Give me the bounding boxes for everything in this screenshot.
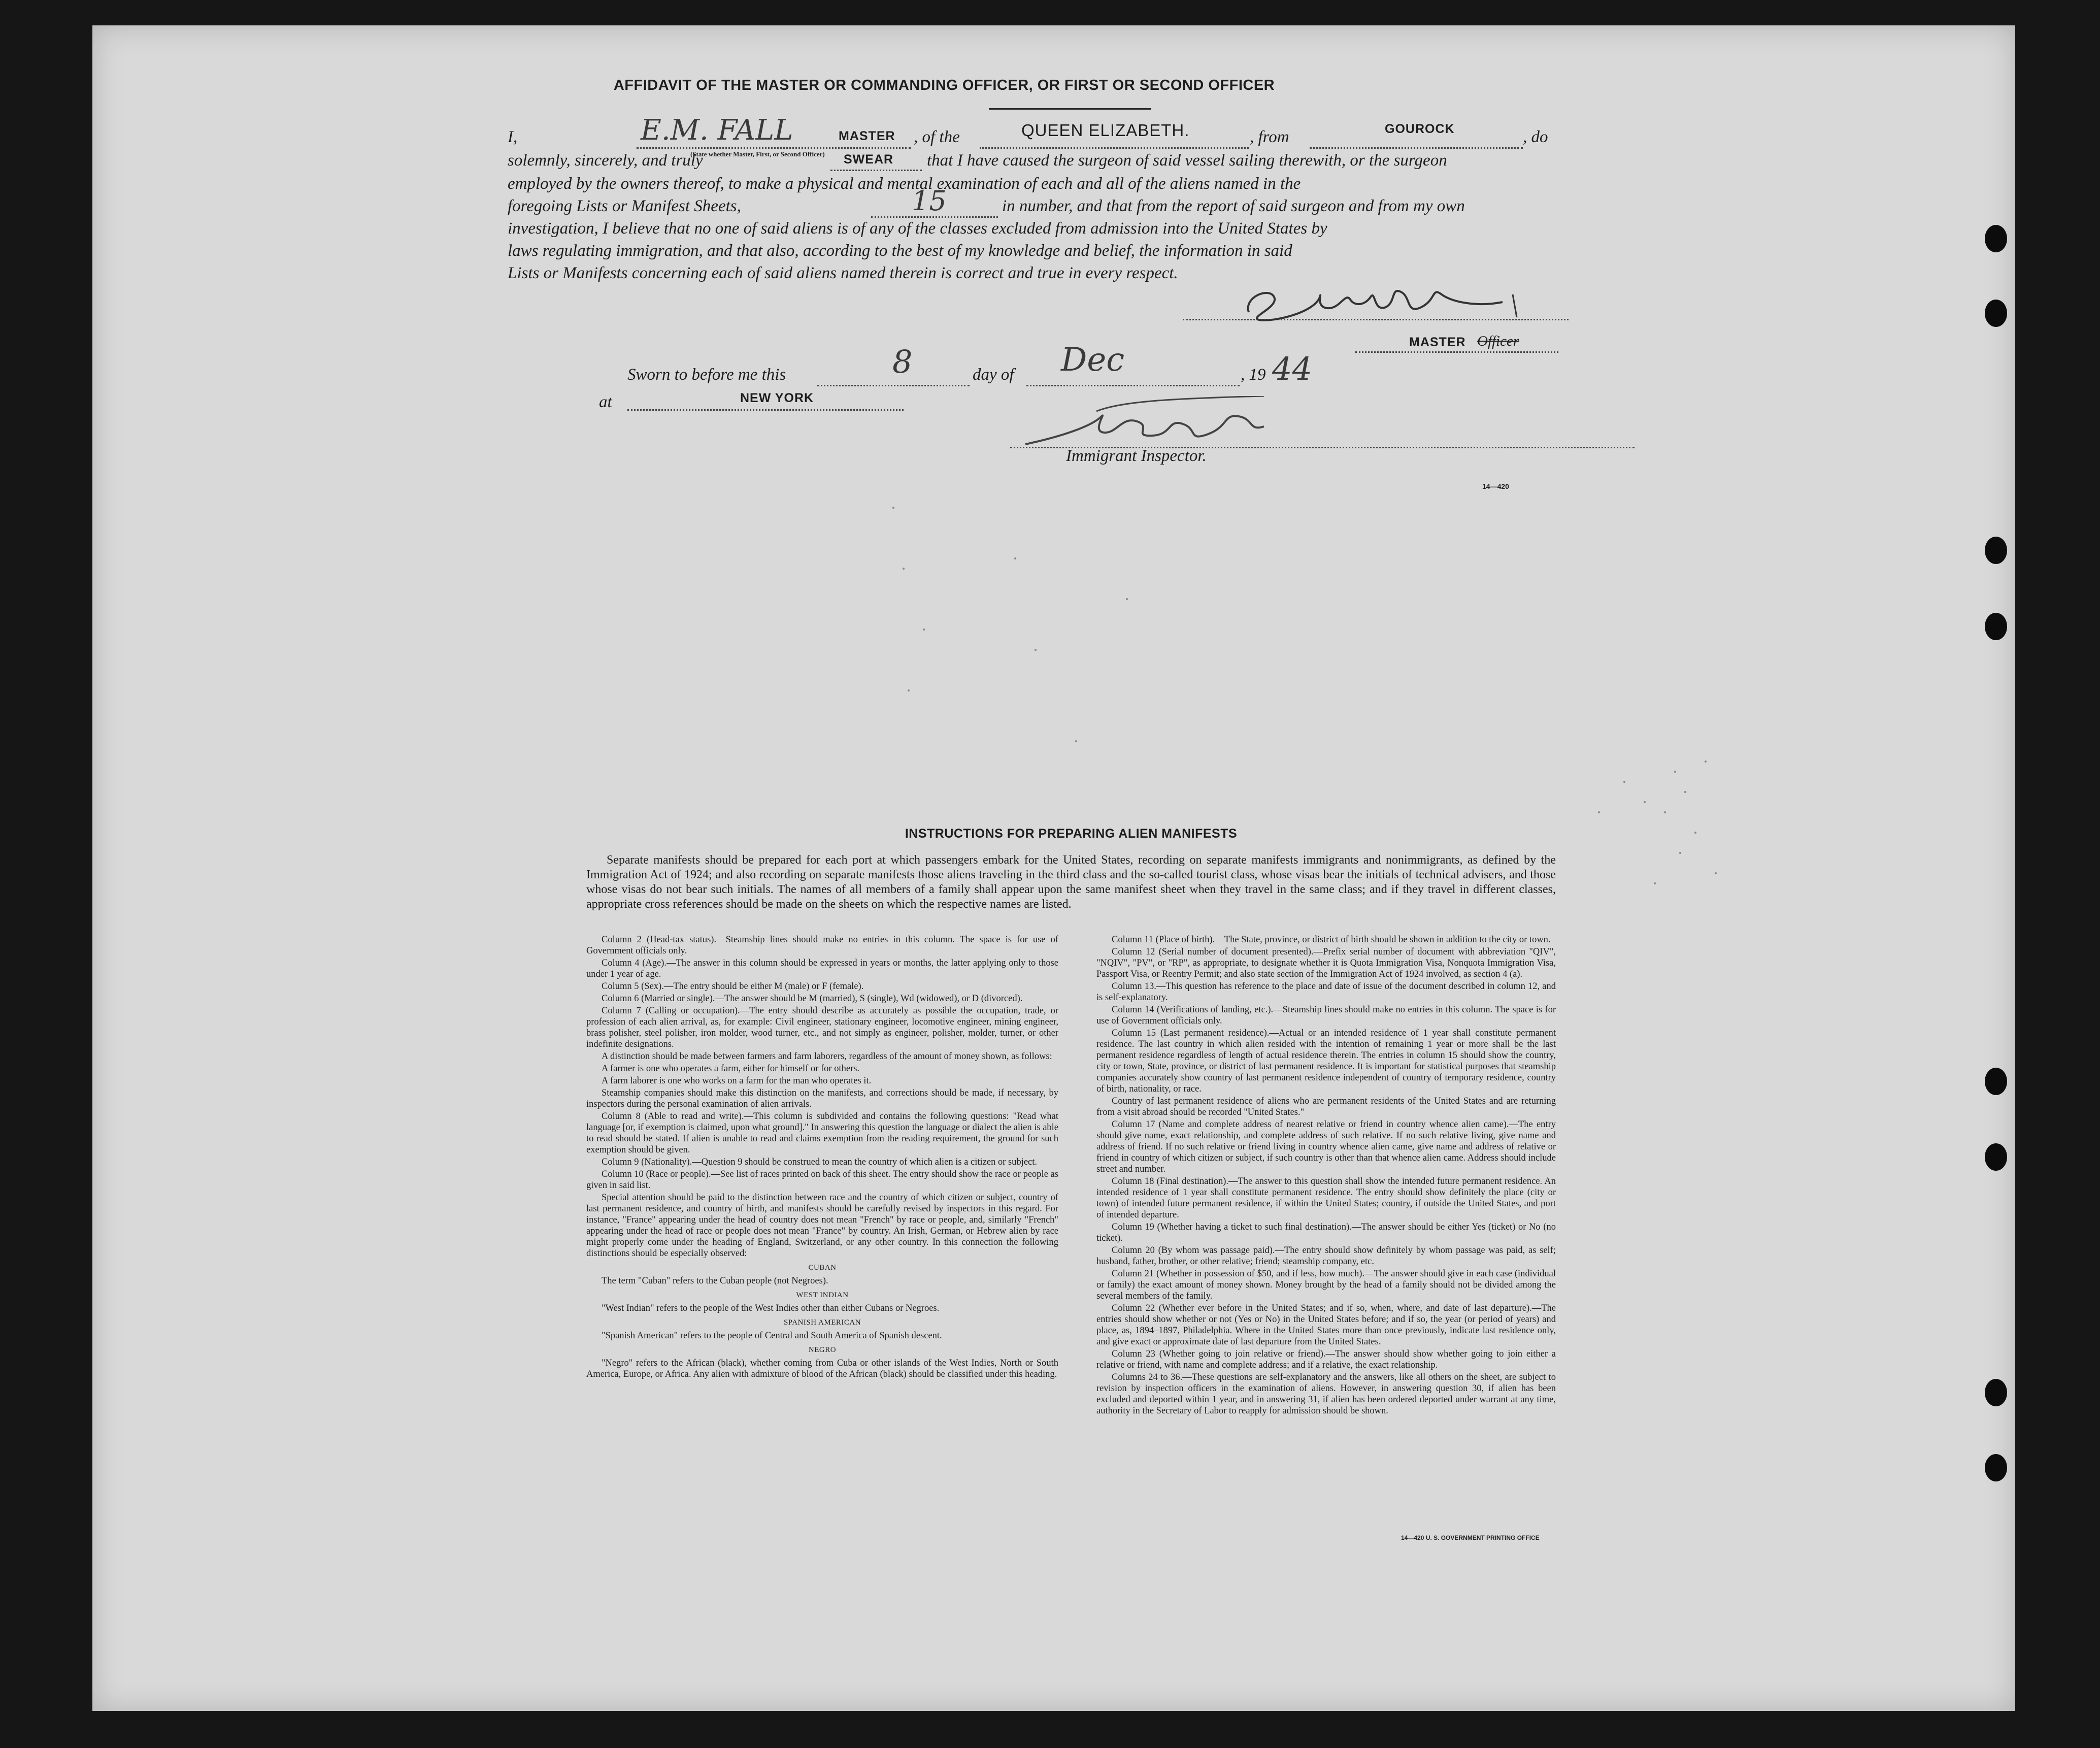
rank-typed: MASTER bbox=[839, 129, 895, 143]
instruction-paragraph: Column 4 (Age).—The answer in this column should be expressed in years or months, the latter applying only to those under 1 year of age. bbox=[586, 958, 1058, 979]
instruction-paragraph: Column 5 (Sex).—The entry should be either M (male) or F (female). bbox=[602, 981, 864, 992]
master-name-handwritten: E.M. FALL bbox=[641, 114, 793, 147]
instructions-title: INSTRUCTIONS FOR PREPARING ALIEN MANIFESTS bbox=[905, 827, 1238, 841]
do-label: , do bbox=[1523, 128, 1548, 146]
binder-hole-3 bbox=[1985, 537, 2007, 564]
officer-struck: Officer bbox=[1477, 333, 1519, 349]
instruction-paragraph: Column 20 (By whom was passage paid).—The entry should show definitely by whom passage was paid, as self; husband, father, brother, or other relative; friend; steamship company, etc. bbox=[1096, 1245, 1556, 1267]
instruction-paragraph: Column 2 (Head-tax status).—Steamship lines should make no entries in this column. The space is for use of Government officials only. bbox=[586, 935, 1058, 956]
inspector-signature bbox=[1066, 411, 1105, 423]
affidavit-line-4a: foregoing Lists or Manifest Sheets, bbox=[508, 197, 741, 215]
title-fill bbox=[1355, 351, 1558, 353]
place-typed: NEW YORK bbox=[740, 391, 814, 405]
instruction-paragraph: Column 10 (Race or people).—See list of races printed on back of this sheet. The entry should show the race or people as given in said list. bbox=[586, 1169, 1058, 1191]
instruction-paragraph: Column 15 (Last permanent residence).—Actual or an intended residence of 1 year shall constitute permanent residence. The last country in which alien resided with the intention of remaining 1 year or more shall be the last permanent residence regardless of length of actual residence therein. The entries in column 15 should show the country, city or town, State, province, or district of last permanent residence. It is important for statistical purposes that steamship companies accurately show country of last permanent residence independent of country of temporary residence, country of birth, nationality, or race. bbox=[1096, 1028, 1556, 1094]
inspector-signature-scrawl bbox=[1020, 396, 1284, 452]
instruction-paragraph: A farmer is one who operates a farm, either for himself or for others. bbox=[602, 1064, 860, 1074]
port-fill bbox=[1310, 147, 1523, 149]
sworn-month-handwritten: Dec bbox=[1061, 341, 1125, 379]
instruction-paragraph: A distinction should be made between farmers and farm laborers, regardless of the amount of money shown, as follows: bbox=[602, 1051, 1052, 1062]
signer-title-typed: MASTER bbox=[1409, 335, 1466, 349]
binder-hole-6 bbox=[1985, 1143, 2007, 1171]
race-heading: NEGRO bbox=[808, 1346, 837, 1354]
place-fill bbox=[627, 409, 904, 411]
affidavit-line-4b: in number, and that from the report of said surgeon and from my own bbox=[1002, 197, 1465, 215]
instruction-paragraph: Column 22 (Whether ever before in the United States; and if so, when, where, and date of last departure).—The entries should show whether or not (Yes or No) in the United States before; and if so, the year (or period of years) and place, as, 1894–1897, Philadelphia. Where in the United States more than once previously, indicate last residence only, and give exact or approximate date of last departure from the United States. bbox=[1096, 1303, 1556, 1347]
sworn-year-handwritten: 44 bbox=[1272, 350, 1312, 387]
sheet-count-handwritten: 15 bbox=[912, 185, 947, 217]
race-heading: CUBAN bbox=[808, 1264, 837, 1272]
swear-fill bbox=[830, 170, 922, 171]
instruction-paragraph: Column 8 (Able to read and write).—This column is subdivided and contains the following questions: "Read what language [or, if exemption is claimed, upon what ground]." In answering this question the language or dialect the alien is able to read should be stated. If alien is unable to read and claims exemption from the reading requirement, the ground for such exemption should be given. bbox=[586, 1111, 1059, 1155]
instruction-paragraph: Column 14 (Verifications of landing, etc.).—Steamship lines should make no entries in this column. The space is for use of Government officials only. bbox=[1096, 1005, 1556, 1026]
vessel-fill bbox=[980, 147, 1249, 149]
name-fill bbox=[637, 147, 911, 149]
affidavit-line-3: employed by the owners thereof, to make a physical and mental examination of each and all of the aliens named in the bbox=[508, 175, 1301, 193]
instruction-paragraph: Column 11 (Place of birth).—The State, province, or district of birth should be shown in addition to the city or town. bbox=[1112, 935, 1551, 945]
instruction-paragraph: Column 13.—This question has reference to the place and date of issue of the document described in column 12, and is self-explanatory. bbox=[1096, 981, 1556, 1003]
instruction-paragraph: Columns 24 to 36.—These questions are self-explanatory and the answers, like all others on the sheet, are subject to revision by inspection officers in the examination of aliens. However, in answering question 30, if alien has been excluded and deported within 1 year, and in answering 31, if alien has been ordered deported under warrant at any time, authority in the Secretary of Labor to reapply for admission should be shown. bbox=[1096, 1372, 1556, 1416]
binder-hole-4 bbox=[1985, 613, 2007, 640]
affidavit-i: I, bbox=[508, 128, 518, 146]
instruction-paragraph: Column 23 (Whether going to join relative or friend).—The answer should show whether going to join either a relative or friend, with name and complete address; and if a relative, the exact relationship. bbox=[1096, 1349, 1556, 1370]
affidavit-line-2a: solemnly, sincerely, and truly bbox=[508, 151, 703, 170]
sworn-day-handwritten: 8 bbox=[892, 343, 913, 380]
swear-typed: SWEAR bbox=[844, 152, 894, 167]
affidavit-line-6: laws regulating immigration, and that also, according to the best of my knowledge and belief, the information in said bbox=[508, 242, 1292, 260]
race-definition: "Spanish American" refers to the people of Central and South America of Spanish descent. bbox=[602, 1331, 942, 1341]
instructions-left-column bbox=[586, 934, 1058, 1381]
instructions-right-column bbox=[1096, 934, 1556, 1417]
rank-note: (State whether Master, First, or Second Officer) bbox=[690, 150, 825, 158]
instruction-paragraph: Column 6 (Married or single).—The answer should be M (married), S (single), Wd (widowed), or D (divorced). bbox=[602, 994, 1023, 1004]
of-the-label: , of the bbox=[914, 128, 960, 146]
port-typed: GOUROCK bbox=[1385, 122, 1455, 136]
year-prefix: , 19 bbox=[1241, 366, 1266, 384]
instruction-paragraph: Column 17 (Name and complete address of nearest relative or friend in country whence alien came).—The entry should give name, exact relationship, and complete address of such relative. If no such relative living, give name and address of friend. If no such relative or friend living in country whence alien came, give name and address of relative or friend in country of which citizen or subject, if such country is other than that whence alien came. Address should include street and number. bbox=[1096, 1119, 1556, 1174]
race-definition: The term "Cuban" refers to the Cuban people (not Negroes). bbox=[602, 1276, 828, 1286]
binder-hole-2 bbox=[1985, 300, 2007, 327]
instruction-paragraph: Country of last permanent residence of aliens who are permanent residents of the United States and are returning from a visit abroad should be recorded "United States." bbox=[1096, 1096, 1556, 1117]
binder-hole-5 bbox=[1985, 1068, 2007, 1095]
instructions-intro: Separate manifests should be prepared for each port at which passengers embark for the United States, recording on separate manifests immigrants and nonimmigrants, as defined by the Immigration Act of 1924; and also recording on separate manifests those aliens traveling in the third class and the so-called tourist class, whose visas bear the initials of technical advisers, and those whose visas do not bear such initials. The names of all members of a family shall appear upon the same manifest sheet when they travel in the same class; and if they travel in different classes, appropriate cross references should be made on the sheets on which the respective names are listed. bbox=[586, 853, 1556, 911]
at-label: at bbox=[599, 393, 612, 411]
instruction-paragraph: Column 12 (Serial number of document presented).—Prefix serial number of document with abbreviation "QIV", "NQIV", "PV", or "RP", as appropriate, to designate whether it is Quota Immigration Visa, Nonquota Immigration Visa, Passport Visa, or Reentry Permit; and also state section of the Immigration Act of 1924 involved, as section 4 (a). bbox=[1096, 947, 1556, 979]
binder-hole-7 bbox=[1985, 1379, 2007, 1406]
instruction-paragraph: Steamship companies should make this distinction on the manifests, and corrections should be made, if necessary, by inspectors during the personal examination of alien arrivals. bbox=[586, 1088, 1058, 1109]
instruction-paragraph: Column 7 (Calling or occupation).—The entry should describe as accurately as possible the occupation, trade, or profession of each alien arrival, as, for example: Civil engineer, stationary engineer, locomotive engineer, mining engineer, brass polisher, steel polisher, iron molder, wood turner, etc., and not simply as engineer, polisher, molder, turner, or other indefinite designations. bbox=[586, 1006, 1058, 1049]
instruction-paragraph: Column 9 (Nationality).—Question 9 should be construed to mean the country of which alien is a citizen or subject. bbox=[602, 1157, 1038, 1167]
master-signature bbox=[1279, 284, 1322, 296]
binder-hole-1 bbox=[1985, 225, 2007, 252]
footer-note: 14—420 U. S. GOVERNMENT PRINTING OFFICE bbox=[1401, 1534, 1540, 1541]
affidavit-title: AFFIDAVIT OF THE MASTER OR COMMANDING OFFICER, OR FIRST OR SECOND OFFICER bbox=[613, 77, 1275, 93]
title-rule bbox=[989, 108, 1151, 110]
instruction-paragraph: Column 18 (Final destination).—The answer to this question shall show the intended future permanent residence. An intended residence of 1 year shall constitute permanent residence. The entry should show definitely the place (city or town) of intended future permanent residence, if within the United States; country, if outside the United States, and port of intended departure. bbox=[1096, 1176, 1556, 1220]
month-fill bbox=[1026, 385, 1240, 386]
race-heading: SPANISH AMERICAN bbox=[783, 1318, 861, 1327]
instruction-paragraph: Column 19 (Whether having a ticket to such final destination).—The answer should be either Yes (ticket) or No (no ticket). bbox=[1096, 1222, 1556, 1243]
instruction-paragraph: Special attention should be paid to the distinction between race and the country of which citizen or subject, country of last permanent residence, and country of birth, and manifests should be carefully revised by inspectors in this regard. For instance, "France" appearing under the head of country does not mean "French" by race or people, and, similarly "French" appearing under the head of race or people does not mean "France" by country. An Irish, German, or Hebrew alien by race might properly come under the heading of England, Switzerland, or any other country. In this connection the following distinctions should be especially observed: bbox=[586, 1193, 1058, 1259]
binder-hole-8 bbox=[1985, 1454, 2007, 1481]
race-heading: WEST INDIAN bbox=[796, 1291, 849, 1299]
form-number-top: 14—420 bbox=[1482, 482, 1509, 490]
affidavit-line-7: Lists or Manifests concerning each of said aliens named therein is correct and true in every respect. bbox=[508, 264, 1178, 282]
from-label: , from bbox=[1250, 128, 1289, 146]
inspector-label: Immigrant Inspector. bbox=[1066, 447, 1207, 465]
vessel-name-typed: QUEEN ELIZABETH. bbox=[1021, 121, 1190, 140]
instruction-paragraph: A farm laborer is one who works on a farm for the man who operates it. bbox=[602, 1076, 872, 1086]
instruction-paragraph: Column 21 (Whether in possession of $50, and if less, how much).—The answer should give in each case (individual or family) the exact amount of money shown. Money brought by the head of a family should not be divided among the several members of the family. bbox=[1096, 1269, 1556, 1301]
day-of-label: day of bbox=[973, 366, 1014, 384]
race-definition: "West Indian" refers to the people of the West Indies other than either Cubans or Negroes. bbox=[602, 1303, 940, 1313]
paper-specks bbox=[863, 498, 1726, 904]
day-fill bbox=[817, 385, 970, 386]
affidavit-line-2b: that I have caused the surgeon of said vessel sailing therewith, or the surgeon bbox=[927, 151, 1447, 170]
race-definition: "Negro" refers to the African (black), whether coming from Cuba or other islands of the West Indies, North or South America, Europe, or Africa. Any alien with admixture of blood of the African (black) should be classified under this heading. bbox=[586, 1358, 1058, 1379]
affidavit-line-5: investigation, I believe that no one of said aliens is of any of the classes excluded from admission into the United States by bbox=[508, 219, 1327, 238]
sworn-label: Sworn to before me this bbox=[627, 366, 786, 384]
